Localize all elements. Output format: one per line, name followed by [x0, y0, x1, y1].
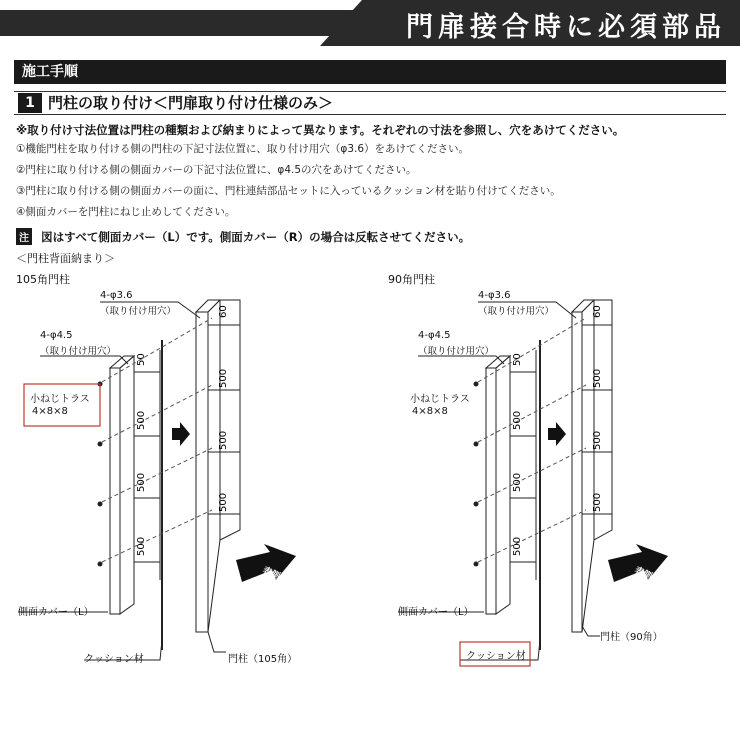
cushion-label-105: クッション材 [84, 654, 144, 665]
post-dim-1: 60 [218, 305, 229, 318]
diagram-title-105: 105角門柱 [16, 273, 70, 286]
post-dim-4-90: 500 [592, 492, 603, 512]
screw-size-105: 4×8×8 [32, 406, 68, 417]
layout-label: ＜門柱背面納まり＞ [16, 252, 115, 265]
hole-post-sub-90: （取り付け用穴） [478, 306, 555, 317]
cover-dim-1-90: 50 [512, 353, 523, 366]
instruction-2: ②門柱に取り付ける側の側面カバーの下記寸法位置に、φ4.5の穴をあけてください。 [16, 164, 417, 176]
warning-note: ※取り付け寸法位置は門柱の種類および納まりによって異なります。それぞれの寸法を参照し、穴をあけてください。 [16, 123, 625, 137]
caution-text: 図はすべて側面カバー（L）です。側面カバー（R）の場合は反転させてください。 [41, 229, 471, 244]
hole-post-sub-105: （取り付け用穴） [100, 306, 177, 317]
post-dim-3: 500 [218, 430, 229, 450]
post-label-105: 門柱（105角） [228, 654, 298, 665]
side-cover-l-90 [486, 368, 496, 614]
post-dim-2-90: 500 [592, 368, 603, 388]
screw-label-90: 小ねじトラス [410, 394, 470, 405]
cover-label-90: 側面カバー（L） [398, 607, 474, 618]
diagram-title-90: 90角門柱 [388, 273, 435, 286]
front-side-text-90: 表側 [632, 565, 654, 583]
post-front-90 [572, 312, 582, 632]
front-side-text: 表側 [260, 565, 282, 583]
cover-label-105: 側面カバー（L） [18, 607, 94, 618]
cover-dim-3: 500 [136, 472, 147, 492]
screw-size-90: 4×8×8 [412, 406, 448, 417]
hole-cover-sub-105: （取り付け用穴） [40, 346, 117, 357]
cover-dim-2: 500 [136, 410, 147, 430]
cover-dim-1: 50 [136, 353, 147, 366]
cover-dim-4: 500 [136, 536, 147, 556]
hole-cover-90: 4-φ4.5 [418, 330, 451, 341]
instruction-1: ①機能門柱を取り付ける側の門柱の下記寸法位置に、取り付け用穴（φ3.6）をあけてください。 [16, 143, 470, 155]
post-label-90: 門柱（90角） [600, 632, 663, 643]
post-dim-3-90: 500 [592, 430, 603, 450]
cover-dim-3-90: 500 [512, 472, 523, 492]
hole-post-90: 4-φ3.6 [478, 290, 511, 301]
step-number: 1 [18, 93, 42, 113]
step-title: 門柱の取り付け＜門扉取り付け仕様のみ＞ [48, 94, 334, 112]
section-title: 施工手順 [14, 60, 726, 84]
hole-post-105: 4-φ3.6 [100, 290, 133, 301]
post-dim-2: 500 [218, 368, 229, 388]
banner-title: 門扉接合時に必須部品 [406, 12, 726, 43]
instruction-3: ③門柱に取り付ける側の側面カバーの面に、門柱連結部品セットに入っているクッション材を貼り付けてください。 [16, 185, 561, 197]
screw-label-105: 小ねじトラス [30, 394, 90, 405]
hole-cover-sub-90: （取り付け用穴） [418, 346, 495, 357]
post-dim-4: 500 [218, 492, 229, 512]
direction-arrow-icon-90 [548, 422, 566, 446]
hole-cover-105: 4-φ4.5 [40, 330, 73, 341]
cushion-label-90: クッション材 [466, 651, 526, 662]
instruction-4: ④側面カバーを門柱にねじ止めしてください。 [16, 206, 236, 218]
caution-badge: 注 [16, 228, 32, 245]
post-dim-1-90: 60 [592, 305, 603, 318]
cover-dim-2-90: 500 [512, 410, 523, 430]
cover-dim-4-90: 500 [512, 536, 523, 556]
